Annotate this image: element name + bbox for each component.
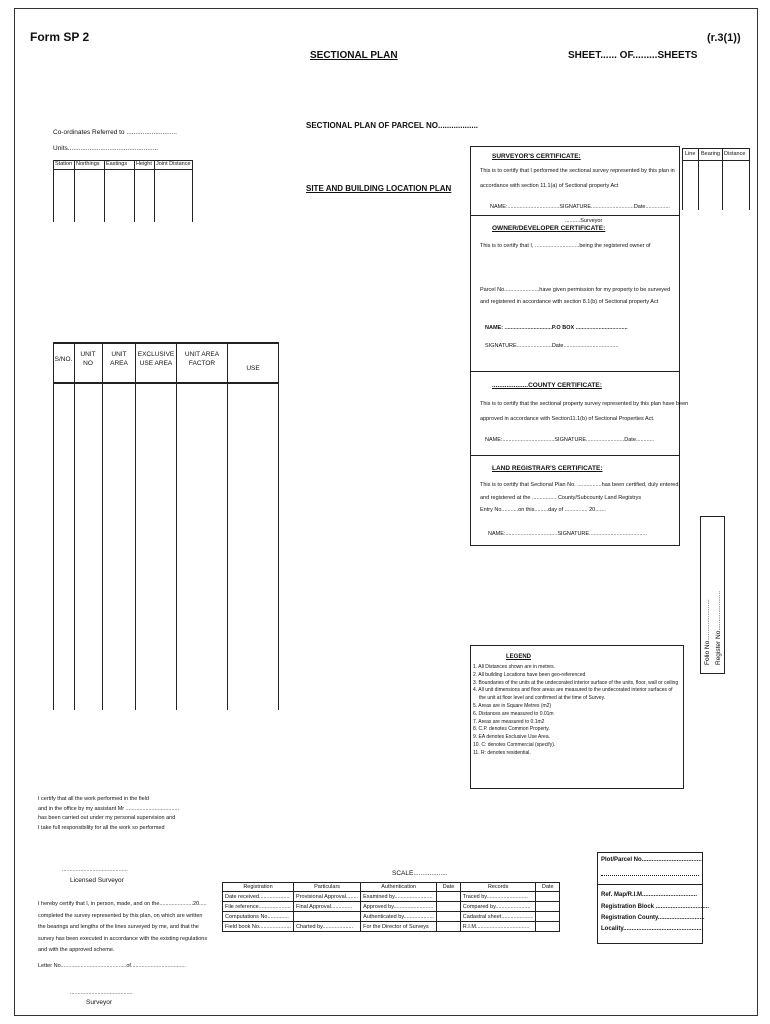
col-bearing: Bearing (701, 151, 720, 157)
col-joint-distance: Joint Distance (156, 161, 191, 167)
reg-cell (536, 912, 560, 922)
units-line: Units.................................................. (53, 145, 159, 152)
reg-cell: Provisional Approval........ (294, 892, 361, 902)
unit-table (53, 342, 279, 710)
reg-cell (294, 912, 361, 922)
table-row (223, 892, 560, 902)
legend-item: 11. R: denotes residential. (473, 749, 531, 756)
surveyor-sign-label: Surveyor (86, 999, 113, 1006)
reg-cell (536, 902, 560, 912)
legend-item: 9. EA denotes Exclusive Use Area. (473, 734, 550, 741)
reg-cell: Examined by......................... (361, 892, 437, 902)
work-cert-line: and in the office by my assistant Mr ................................... (38, 805, 180, 812)
reg-header: Records (460, 883, 536, 892)
registrar-cert-line1: This is to certify that Sectional Plan No. ................has been certified, duly entered (480, 482, 679, 488)
ref-map-rim: Ref. Map/R.I.M................................. (601, 892, 698, 898)
reg-cell (437, 912, 461, 922)
table-row (223, 902, 560, 912)
licensed-surveyor-dots: ........................................... (62, 867, 128, 873)
surveyor-dots: ......................................... (70, 990, 133, 996)
parcel-title: SECTIONAL PLAN OF PARCEL NO.................. (306, 121, 479, 130)
reg-header: Date (536, 883, 560, 892)
surveyor-cert-name: NAME:..................................SIGNATURE............................Date................ (490, 204, 670, 210)
registrar-cert-heading: LAND REGISTRAR'S CERTIFICATE: (492, 465, 603, 472)
declaration-line: Letter No...........................................of.................................... (38, 962, 186, 969)
reg-header: Registration (223, 883, 294, 892)
owner-cert-line1: This is to certify that I, .............................being the registered owner of (480, 243, 651, 249)
declaration-line: and with the approved scheme. (38, 947, 115, 953)
plot-parcel-no: Plot/Parcel No..................................... (601, 857, 704, 863)
legend-item: 4. All unit dimensions and floor areas are measured to the undecorated interior surfaces of (473, 687, 673, 694)
scale-label: SCALE................... (392, 870, 448, 877)
table-row (223, 922, 560, 932)
legend-item: the unit at floor level and confirmed at the time of Survey. (479, 695, 606, 702)
surveyor-cert-line1: This is to certify that I performed the sectional survey represented by this plan in (480, 168, 675, 174)
register-number: Register No...................... (715, 590, 722, 665)
licensed-surveyor-label: Licensed Surveyor (70, 877, 124, 884)
col-distance: Distance (724, 151, 746, 157)
owner-cert-line2: Parcel No.......................have given permission for my property to be surveyed (480, 287, 671, 293)
work-cert-line: I take full responsibility for all the work so performed (38, 824, 165, 831)
county-cert-heading: ....................COUNTY CERTIFICATE: (492, 382, 602, 389)
declaration-line: completed the survey represented by this plan, on which are written (38, 912, 203, 919)
owner-cert-line3: and registered in accordance with section 8.1(b) of Sectional property Act (480, 299, 659, 305)
declaration-line: the bearings and lengths of the lines surveyed by me, and that the (38, 924, 199, 930)
reg-cell: Compared by....................... (460, 902, 536, 912)
legend-item: 10. C: denotes Commercial (specify). (473, 741, 556, 748)
registration-table-wrap (222, 882, 560, 932)
reg-cell: Cadastral sheet..................... (460, 912, 536, 922)
col-eastings: Eastings (106, 161, 128, 167)
work-cert-line: I certify that all the work performed in the field (38, 796, 149, 802)
legend-heading: LEGEND (506, 654, 532, 660)
reg-cell (437, 902, 461, 912)
owner-cert-heading: OWNER/DEVELOPER CERTIFICATE: (492, 225, 606, 232)
sheet-count: SHEET...... OF.........SHEETS (568, 50, 698, 61)
legend-item: 7. Areas are measured to 0.1m2 (473, 718, 545, 725)
reg-cell: Authenticated by.................... (361, 912, 437, 922)
work-cert-line: has been carried out under my personal supervision and (38, 815, 176, 821)
reg-cell: Date received.................... (223, 892, 294, 902)
col-unit-no: UNIT NO (80, 351, 96, 367)
col-unit-area: UNIT AREA (110, 351, 128, 367)
surveyor-cert-heading: SURVEYOR'S CERTIFICATE: (492, 153, 581, 160)
surveyor-cert-sign: ..........Surveyor (565, 218, 603, 224)
reg-cell: Final Approval.............. (294, 902, 361, 912)
col-station: Station (55, 161, 73, 167)
registration-county: Registration County............................ (601, 915, 705, 921)
rule-reference: (r.3(1)) (707, 32, 741, 44)
reg-cell: Charted by.................... (294, 922, 361, 932)
declaration-line: survey has been executed in accordance with the existing regulations (38, 935, 208, 942)
reg-header: Authentication (361, 883, 437, 892)
surveyor-cert-line2: accordance with section 11.1(a) of Sectional property Act (480, 183, 619, 189)
declaration-line: I hereby certify that I, in person, made, and on the......................20..... (38, 901, 207, 907)
reg-cell (437, 922, 461, 932)
reg-cell: File reference..................... (223, 902, 294, 912)
col-height: Height (136, 161, 152, 167)
table-row (223, 912, 560, 922)
registrar-cert-line2: and registered at the ................ County/Subcounty Land Registrys (480, 495, 642, 501)
legend-item: 2. All building Locations have been geo-referenced (473, 671, 586, 678)
reg-cell: Computations No.............. (223, 912, 294, 922)
owner-cert-sign: SIGNATURE.......................Date.................................... (485, 343, 619, 349)
col-line: Line (685, 151, 696, 157)
registrar-cert-name: NAME:..................................SIGNATURE...................................... (488, 531, 648, 537)
col-sno: S/NO. (54, 356, 73, 363)
reg-cell (536, 892, 560, 902)
owner-cert-name: NAME: ...............................P.O BOX .................................. (485, 325, 628, 331)
site-title: SITE AND BUILDING LOCATION PLAN (306, 184, 452, 193)
reg-cell: R.I.M................................... (460, 922, 536, 932)
registrar-cert-line3: Entry No...........on this.........day of ............... 20....... (480, 507, 606, 513)
surveyor-declaration (38, 899, 207, 972)
reg-cell: Field book No..................... (223, 922, 294, 932)
registration-block: Registration Block ................................ (601, 904, 710, 910)
form-number: Form SP 2 (30, 30, 90, 44)
col-use: USE (246, 365, 260, 372)
locality: Locality................................................ (601, 926, 704, 932)
reg-cell (437, 892, 461, 902)
legend-item: 1. All Distances shown are in metres. (473, 664, 555, 670)
county-cert-line1: This is to certify that the sectional property survey represented by this plan have been (480, 401, 689, 407)
col-exclusive-use-area: EXCLUSIVE USE AREA (137, 351, 175, 367)
col-unit-area-factor: UNIT AREA FACTOR (184, 351, 220, 367)
reg-header: Particulars (294, 883, 361, 892)
reg-cell (536, 922, 560, 932)
legend-item: 3. Boundaries of the units at the undecorated interior surface of the units, floor, wall or ceiling (473, 679, 679, 686)
county-cert-name: NAME:..................................SIGNATURE.........................Date............ (485, 437, 655, 443)
registration-table (222, 882, 560, 932)
reg-header: Date (437, 883, 461, 892)
legend-item: 8. C.P. denotes Common Property. (473, 726, 550, 733)
coordinates-referred: Co-ordinates Referred to ............................ (53, 129, 177, 136)
page-title: SECTIONAL PLAN (310, 50, 398, 61)
county-cert-line2: approved in accordance with Section11.1(b) of Sectional Properties Act. (480, 416, 655, 422)
work-certification (38, 795, 179, 833)
reg-cell: Approved by.......................... (361, 902, 437, 912)
reg-cell: For the Director of Surveys (361, 922, 437, 932)
reg-cell: Traced by........................... (460, 892, 536, 902)
col-northings: Northings (76, 161, 100, 167)
legend-list (473, 664, 678, 758)
legend-item: 5. Areas are in Square Metres (m2) (473, 702, 552, 709)
folio-number: Folio No....................... (704, 599, 711, 665)
legend-item: 6. Distances are measured to 0.01m (473, 710, 554, 717)
